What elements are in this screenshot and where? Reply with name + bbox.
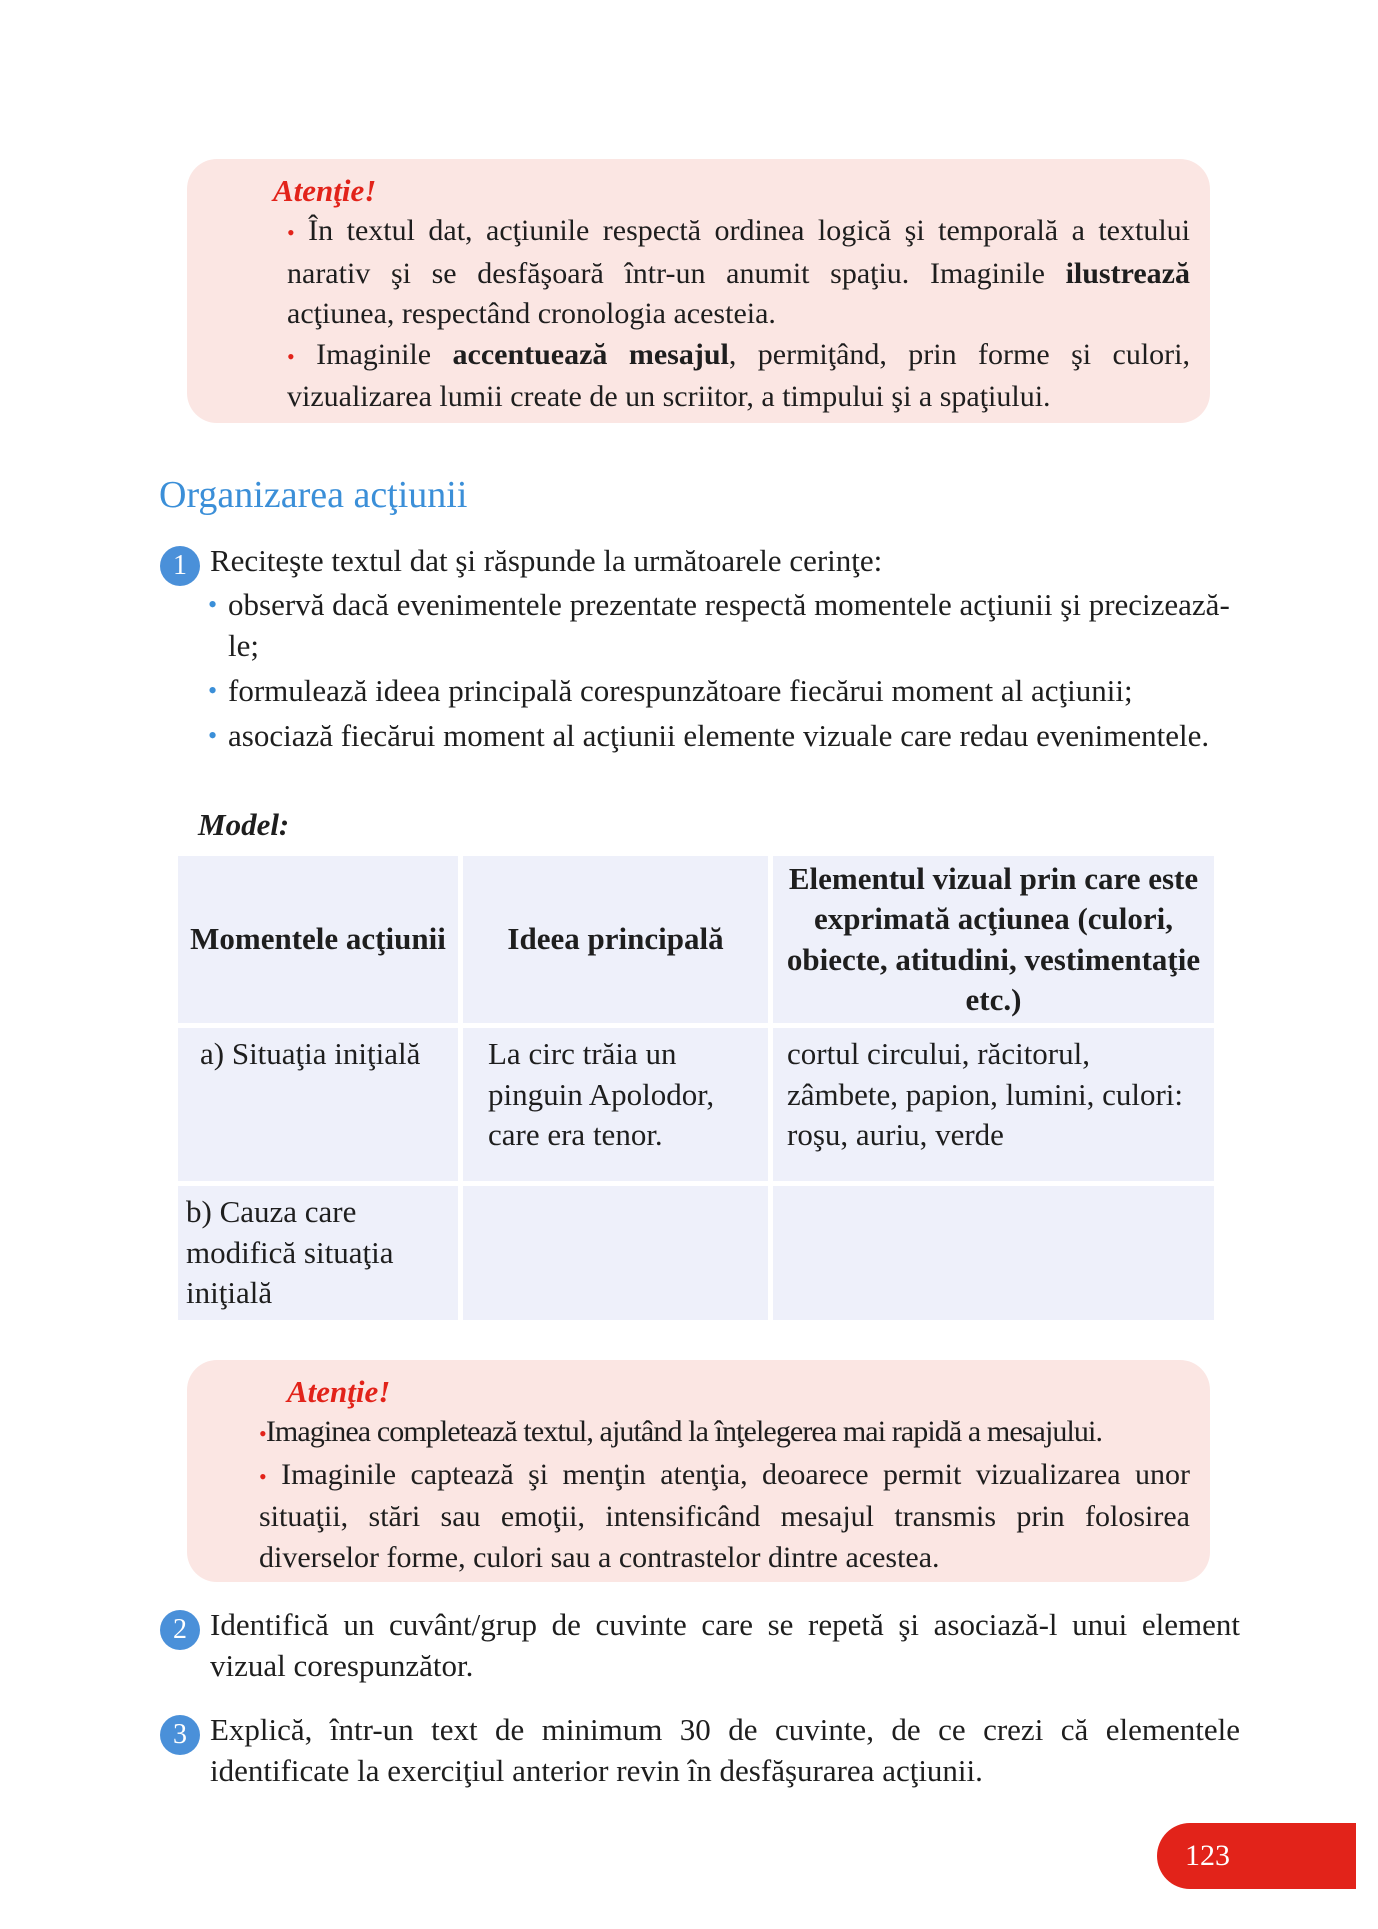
- bullet-icon: •: [287, 220, 295, 245]
- exercise-1: [160, 540, 1240, 760]
- attention-paragraph: • Imaginile captează şi menţin atenţia, deoarece permit vizualizarea unor situaţii, stări sau emoţii, intensificând mesajul transmis prin folosirea diverselor forme, culori sau a contrastelor dintre acestea.: [259, 1457, 1190, 1574]
- table-cell: [773, 1186, 1214, 1320]
- exercise-text: Explică, într-un text de minimum 30 de cuvinte, de ce crezi că elementele identificate la exerciţiul anterior revin în desfăşurarea acţiunii.: [210, 1712, 1240, 1788]
- table-row: [178, 1028, 1214, 1181]
- exercise-number-badge: 3: [160, 1715, 200, 1755]
- column-header: Elementul vizual prin care este exprimată acţiunea (culori, obiecte, atitudini, vestimentaţie etc.): [773, 856, 1214, 1023]
- table-row: [178, 1186, 1214, 1320]
- task-list: [208, 584, 1240, 756]
- bullet-icon: •: [208, 721, 218, 750]
- table-header-row: [178, 856, 1214, 1023]
- table-cell: a) Situaţia iniţială: [178, 1028, 458, 1181]
- column-header: Ideea principală: [463, 856, 768, 1023]
- attention-paragraph: • Imaginile accentuează mesajul, permiţând, prin forme şi culori, vizualizarea lumii create de un scriitor, a timpului şi a spaţiului.: [287, 337, 1190, 413]
- exercise-2: [160, 1604, 1240, 1686]
- model-label: Model:: [198, 807, 290, 842]
- section-title: Organizarea acţiunii: [159, 474, 468, 516]
- list-item: • observă dacă evenimentele prezentate respectă momentele acţiunii şi precizează-le;: [208, 584, 1240, 666]
- table-cell: cortul circului, răcitorul, zâmbete, papion, lumini, culori: roşu, auriu, verde: [773, 1028, 1214, 1181]
- bullet-icon: •: [287, 343, 295, 369]
- list-item: • asociază fiecărui moment al acţiunii elemente vizuale care redau evenimentele.: [208, 715, 1240, 756]
- column-header: Momentele acţiunii: [178, 856, 458, 1023]
- bullet-icon: •: [208, 676, 218, 705]
- attention-note-2: [187, 1360, 1210, 1582]
- exercise-number-badge: 1: [160, 546, 200, 586]
- page-number: 123: [1157, 1823, 1356, 1889]
- exercise-3: [160, 1709, 1240, 1791]
- list-item: • formulează ideea principală corespunzătoare fiecărui moment al acţiunii;: [208, 670, 1240, 711]
- attention-note-1: [187, 159, 1210, 423]
- model-table: [173, 851, 1219, 1325]
- attention-title: Atenţie!: [287, 1374, 391, 1409]
- bullet-icon: •: [208, 590, 218, 619]
- attention-title: Atenţie!: [273, 173, 377, 208]
- exercise-text: Identifică un cuvânt/grup de cuvinte care se repetă şi asociază-l unui element vizual corespunzător.: [210, 1607, 1240, 1683]
- attention-paragraph: • În textul dat, acţiunile respectă ordinea logică şi temporală a textului narativ şi se desfăşoară într-un anumit spaţiu. Imaginile ilustrează acţiunea, respectând cronologia acesteia.: [287, 214, 1190, 330]
- attention-paragraph: •Imaginea completează textul, ajutând la înţelegerea mai rapidă a mesajului.: [259, 1415, 1103, 1448]
- table-cell: [463, 1186, 768, 1320]
- bullet-icon: •: [259, 1463, 267, 1489]
- exercise-number-badge: 2: [160, 1610, 200, 1650]
- table-cell: b) Cauza care modifică situaţia iniţială: [178, 1186, 458, 1320]
- exercise-text: Reciteşte textul dat şi răspunde la următoarele cerinţe:: [210, 543, 883, 578]
- bullet-icon: •: [259, 1421, 266, 1446]
- table-cell: La circ trăia un pinguin Apolodor, care era tenor.: [463, 1028, 768, 1181]
